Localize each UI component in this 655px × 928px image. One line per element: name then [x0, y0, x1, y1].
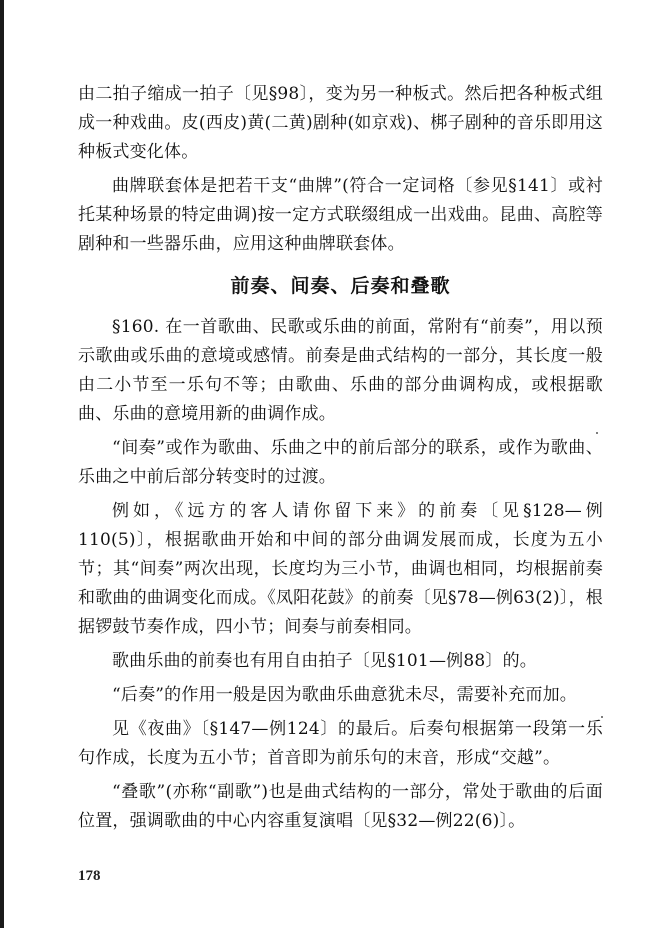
scan-speck — [601, 716, 603, 718]
scan-speck — [596, 432, 598, 434]
scan-edge-shadow — [0, 0, 4, 928]
paragraph-interlude: “间奏”或作为歌曲、乐曲之中的前后部分的联系，或作为歌曲、乐曲之中前后部分转变时的过渡。 — [78, 438, 603, 487]
paragraph-refrain: “叠歌”(亦称“副歌”)也是曲式结构的一部分，常处于歌曲的后面位置，强调歌曲的中心内容重复演唱〔见§32—例22(6)〕。 — [78, 782, 603, 831]
paragraph-postlude: “后奏”的作用一般是因为歌曲乐曲意犹未尽，需要补充而加。 — [112, 685, 577, 705]
paragraph-nocturne: 见《夜曲》〔§147—例124〕的最后。后奏句根据第一段第一乐句作成，长度为五小节；首音即为前乐句的末音，形成“交越”。 — [78, 719, 603, 768]
page-body — [78, 80, 603, 836]
page-number: 178 — [78, 868, 101, 884]
paragraph-examples: 例如，《远方的客人请你留下来》的前奏〔见§128—例110(5)〕，根据歌曲开始和中间的部分曲调发展而成，长度为五小节；其“间奏”两次出现，长度均为三小节，曲调也相同，均根据前奏和歌曲的曲调变化而成。《凤阳花鼓》的前奏〔见§78—例63(2)〕，根据锣鼓节奏作成，四小节；间奏与前奏相同。 — [78, 501, 603, 637]
paragraph-qupai-liantao: 曲牌联套体是把若干支“曲牌”(符合一定词格〔参见§141〕或衬托某种场景的特定曲调)按一定方式联缀组成一出戏曲。昆曲、高腔等剧种和一些器乐曲，应用这种曲牌联套体。 — [78, 176, 603, 254]
section-heading: 前奏、间奏、后奏和叠歌 — [230, 275, 451, 297]
paragraph-free-meter: 歌曲乐曲的前奏也有用自由拍子〔见§101—例88〕的。 — [112, 651, 537, 671]
paragraph-prelude-160: §160. 在一首歌曲、民歌或乐曲的前面，常附有“前奏”，用以预示歌曲或乐曲的意境或感情。前奏是曲式结构的一部分，其长度一般由二小节至一乐句不等；由歌曲、乐曲的部分曲调构成，或根据歌曲、乐曲的意境用新的曲调作成。 — [78, 317, 603, 424]
paragraph-banshi-continuation: 由二拍子缩成一拍子〔见§98〕，变为另一种板式。然后把各种板式组成一种戏曲。皮(西皮)黄(二黄)剧种(如京戏)、梆子剧种的音乐即用这种板式变化体。 — [78, 84, 603, 162]
